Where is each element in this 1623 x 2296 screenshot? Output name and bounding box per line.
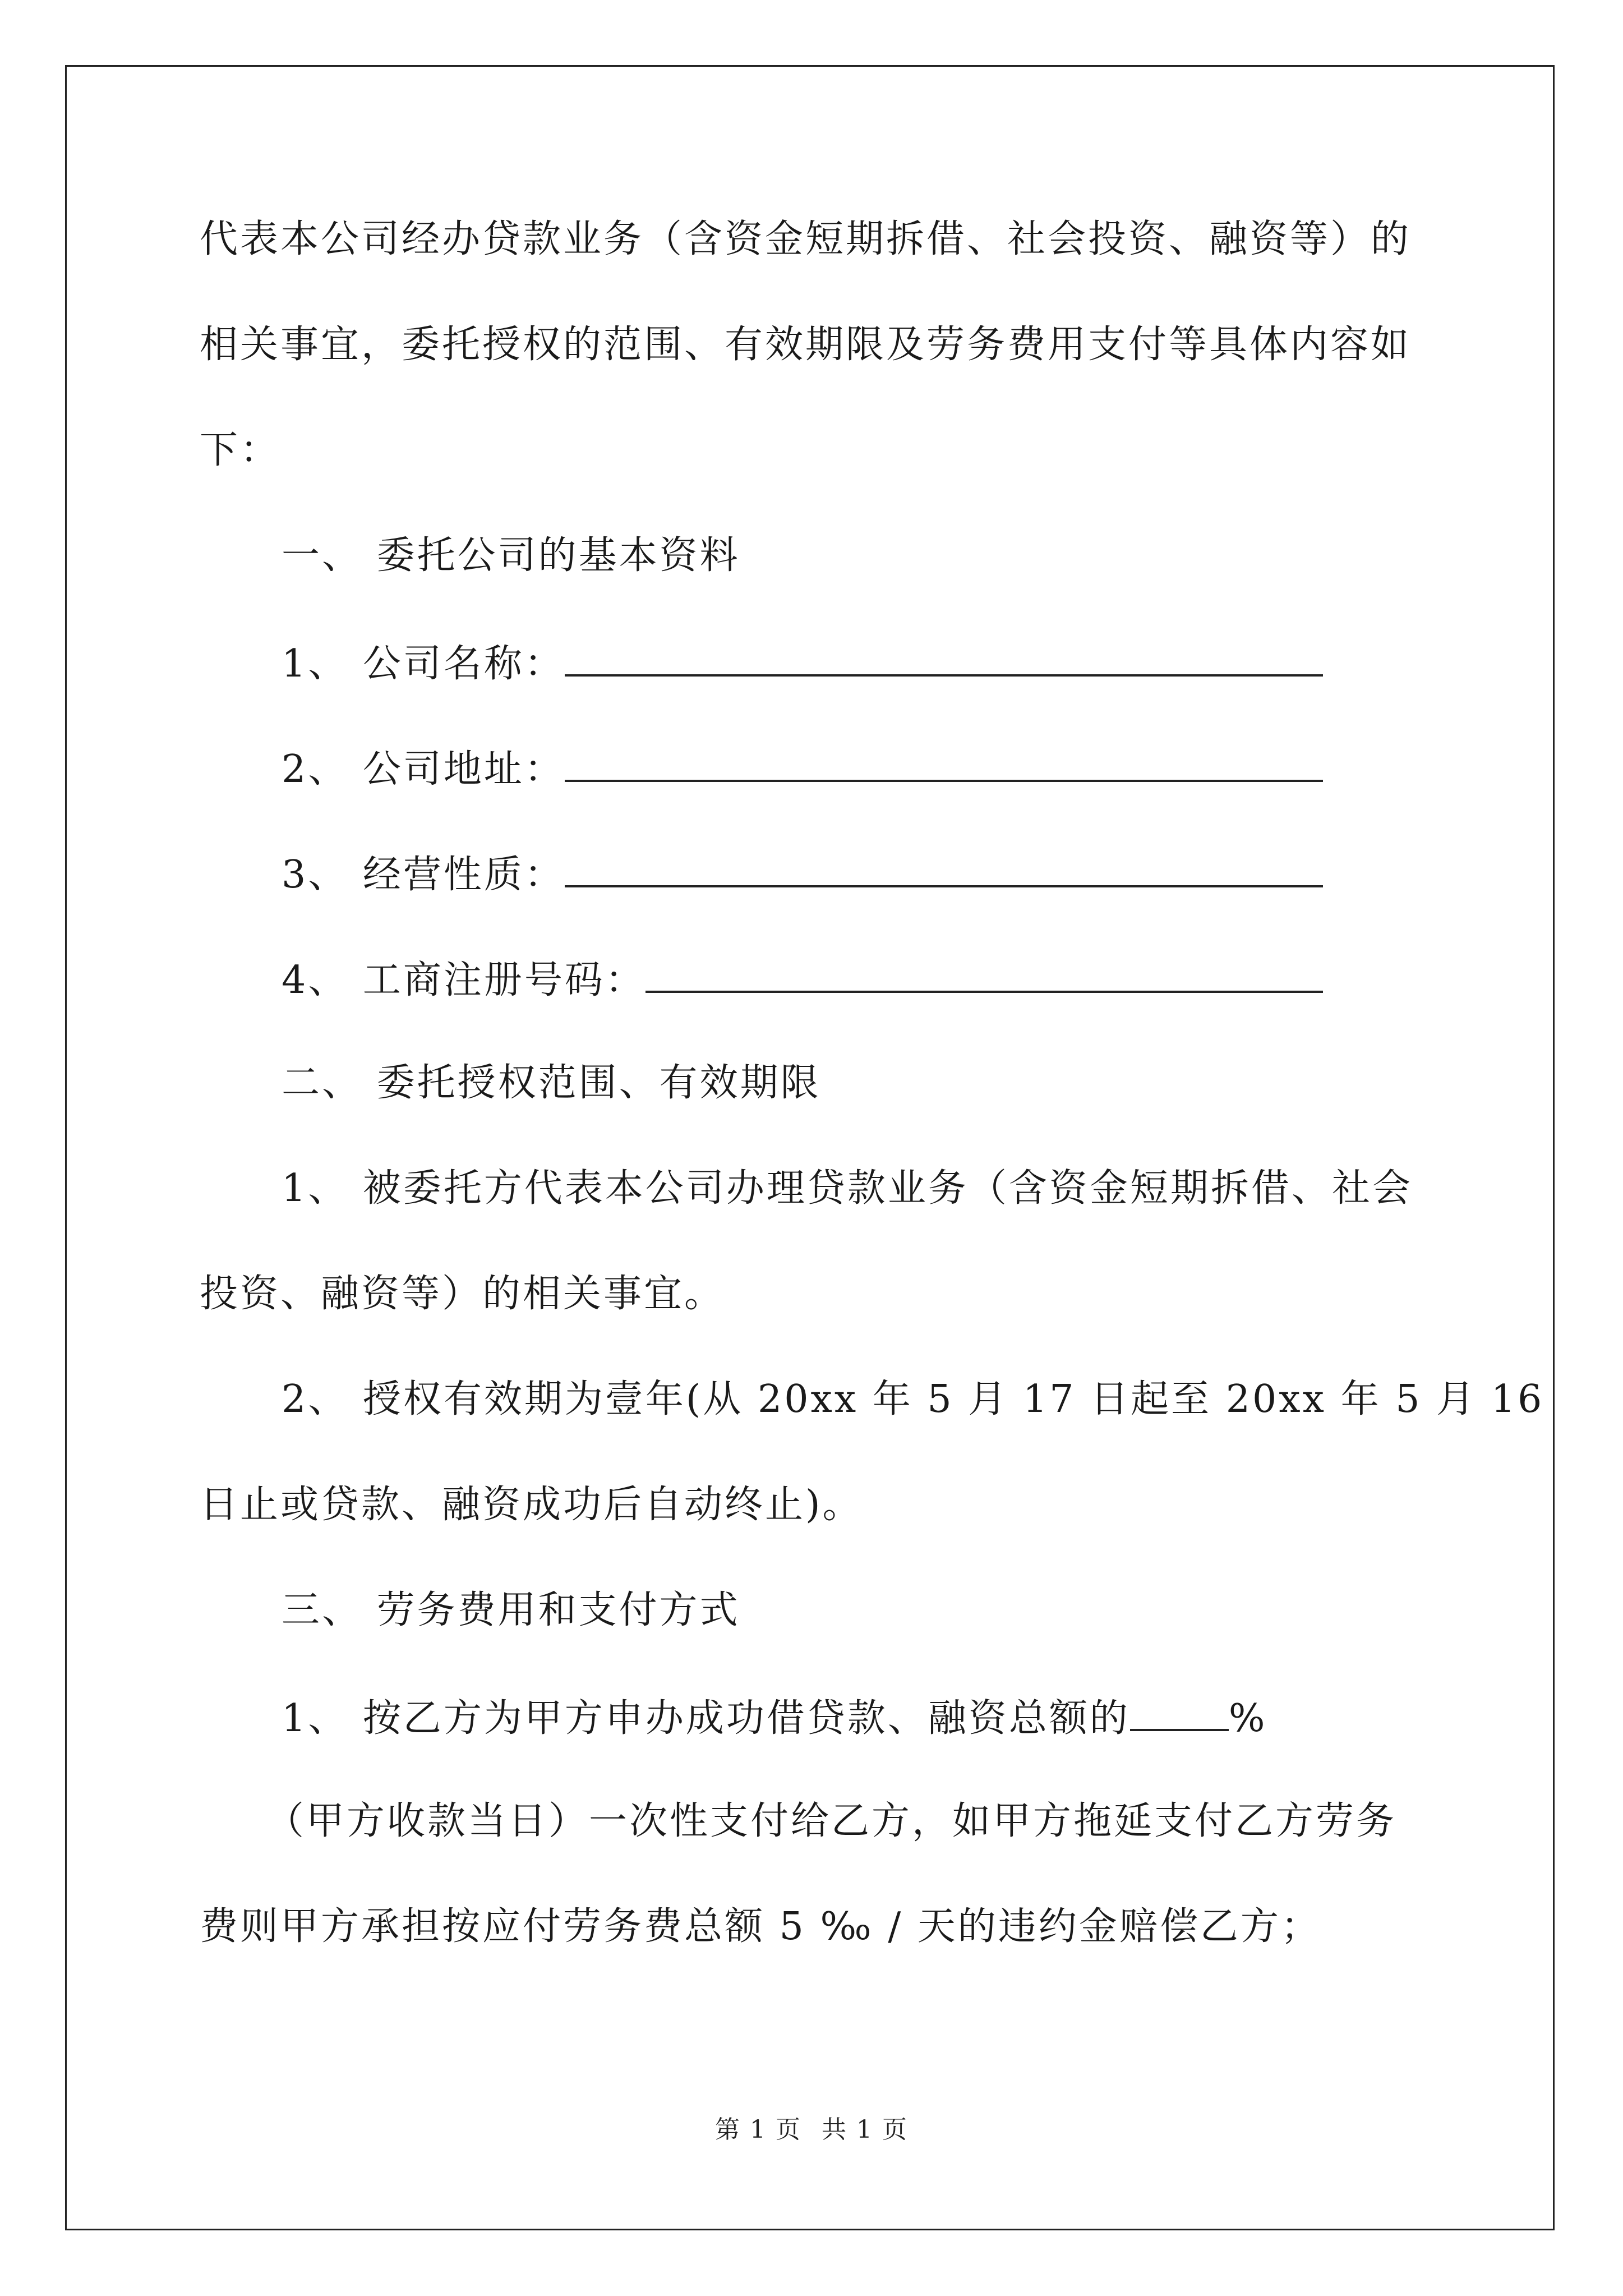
paragraph-line: 1、 被委托方代表本公司办理贷款业务（含资金短期拆借、社会 <box>282 1166 1413 1211</box>
paragraph-line: 代表本公司经办贷款业务（含资金短期拆借、社会投资、融资等）的 <box>200 217 1412 261</box>
paragraph-line: 下： <box>200 428 281 472</box>
fill-in-blank <box>1130 1690 1229 1731</box>
fill-in-blank <box>565 846 1323 887</box>
fee-percentage-line <box>282 1690 1267 1745</box>
field-row-registration-number <box>282 951 1323 1007</box>
section-heading-3: 三、 劳务费用和支付方式 <box>282 1588 740 1632</box>
paragraph-line: 2、 授权有效期为壹年(从 20xx 年 5 月 17 日起至 20xx 年 5 月 16 <box>282 1377 1544 1421</box>
field-row-business-nature <box>282 846 1323 901</box>
paragraph-line: 投资、融资等）的相关事宜。 <box>200 1272 725 1316</box>
field-row-company-address <box>282 740 1323 796</box>
section-heading-1: 一、 委托公司的基本资料 <box>282 533 740 578</box>
field-label: 2、 公司地址： <box>282 747 565 792</box>
percent-sign: % <box>1228 1696 1267 1741</box>
fill-in-blank <box>565 740 1323 782</box>
fee-text: 1、 按乙方为甲方申办成功借贷款、融资总额的 <box>282 1696 1130 1741</box>
field-label: 1、 公司名称： <box>282 642 565 686</box>
total-pages: 共 1 页 <box>822 2115 908 2144</box>
field-label: 3、 经营性质： <box>282 853 565 897</box>
paragraph-line: （甲方收款当日）一次性支付给乙方，如甲方拖延支付乙方劳务 <box>266 1799 1397 1843</box>
field-label: 4、 工商注册号码： <box>282 958 645 1002</box>
paragraph-line: 相关事宜，委托授权的范围、有效期限及劳务费用支付等具体内容如 <box>200 323 1412 367</box>
fill-in-blank <box>645 951 1323 993</box>
paragraph-line: 日止或贷款、融资成功后自动终止)。 <box>200 1483 863 1527</box>
paragraph-line: 费则甲方承担按应付劳务费总额 5 ‰ / 天的违约金赔偿乙方； <box>200 1904 1321 1949</box>
page-footer <box>0 2109 1623 2145</box>
section-heading-2: 二、 委托授权范围、有效期限 <box>282 1061 821 1105</box>
field-row-company-name <box>282 635 1323 691</box>
page-number: 第 1 页 <box>715 2115 801 2144</box>
fill-in-blank <box>565 635 1323 677</box>
